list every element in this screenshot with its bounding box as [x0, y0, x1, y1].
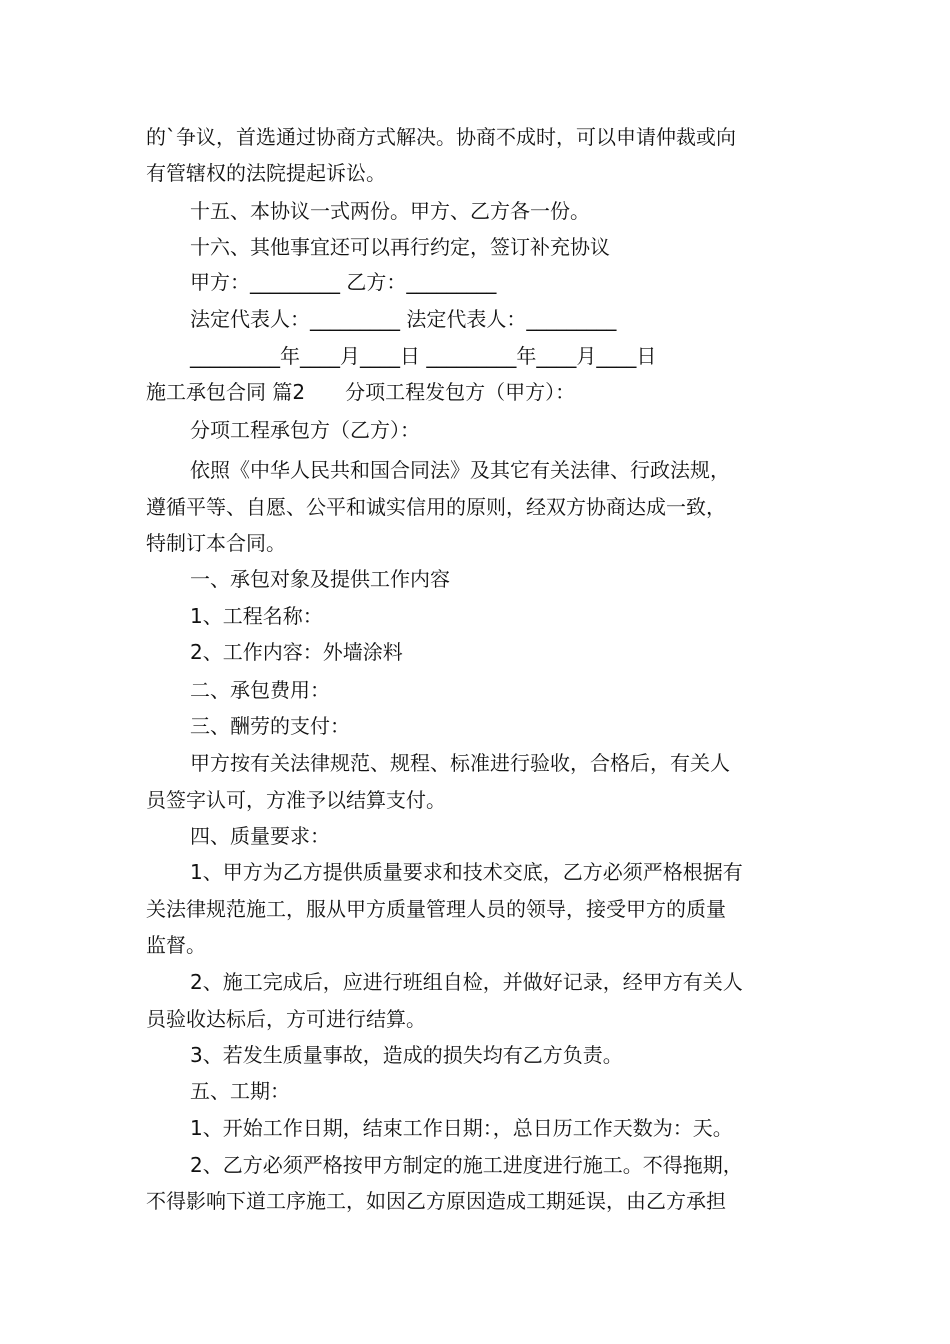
text-line: 遵循平等、自愿、公平和诚实信用的原则，经双方协商达成一致， — [146, 495, 726, 519]
text-line: 员验收达标后，方可进行结算。 — [146, 1007, 426, 1031]
text-line: 监督。 — [146, 933, 206, 957]
text-line: 有管辖权的法院提起诉讼。 — [146, 161, 386, 185]
text-line: 的`争议，首选通过协商方式解决。协商不成时，可以申请仲裁或向 — [146, 125, 736, 149]
text-line: 3、若发生质量事故，造成的损失均有乙方负责。 — [190, 1043, 623, 1067]
text-line: 特制订本合同。 — [146, 531, 286, 555]
text-line: 2、工作内容：外墙涂料 — [190, 640, 403, 664]
heading-3: 三、酬劳的支付： — [190, 714, 350, 738]
text-line: 1、开始工作日期，结束工作日期：，总日历工作天数为：天。 — [190, 1116, 733, 1140]
contractor-line: 分项工程承包方（乙方）： — [190, 418, 420, 442]
text-line: 依照《中华人民共和国合同法》及其它有关法律、行政法规， — [190, 458, 730, 482]
text-line: 1、工程名称： — [190, 604, 323, 628]
section-heading: 施工承包合同 篇2 分项工程发包方（甲方）： — [146, 380, 576, 404]
signature-representatives: 法定代表人：_________ 法定代表人：_________ — [190, 307, 617, 331]
clause-16: 十六、其他事宜还可以再行约定，签订补充协议 — [190, 235, 610, 259]
heading-2: 二、承包费用： — [190, 678, 330, 702]
text-line: 2、乙方必须严格按甲方制定的施工进度进行施工。不得拖期， — [190, 1153, 743, 1177]
signature-parties: 甲方：_________ 乙方：_________ — [190, 270, 497, 294]
clause-15: 十五、本协议一式两份。甲方、乙方各一份。 — [190, 199, 590, 223]
signature-dates: _________年____月____日 _________年____月____日 — [190, 344, 657, 368]
text-line: 关法律规范施工，服从甲方质量管理人员的领导，接受甲方的质量 — [146, 897, 726, 921]
text-line: 员签字认可，方准予以结算支付。 — [146, 788, 446, 812]
text-line: 2、施工完成后，应进行班组自检，并做好记录，经甲方有关人 — [190, 970, 743, 994]
text-line: 甲方按有关法律规范、规程、标准进行验收，合格后，有关人 — [190, 751, 730, 775]
text-line: 1、甲方为乙方提供质量要求和技术交底，乙方必须严格根据有 — [190, 860, 743, 884]
heading-4: 四、质量要求： — [190, 824, 330, 848]
heading-5: 五、工期： — [190, 1079, 290, 1103]
heading-1: 一、承包对象及提供工作内容 — [190, 567, 450, 591]
text-line: 不得影响下道工序施工，如因乙方原因造成工期延误，由乙方承担 — [146, 1189, 726, 1213]
